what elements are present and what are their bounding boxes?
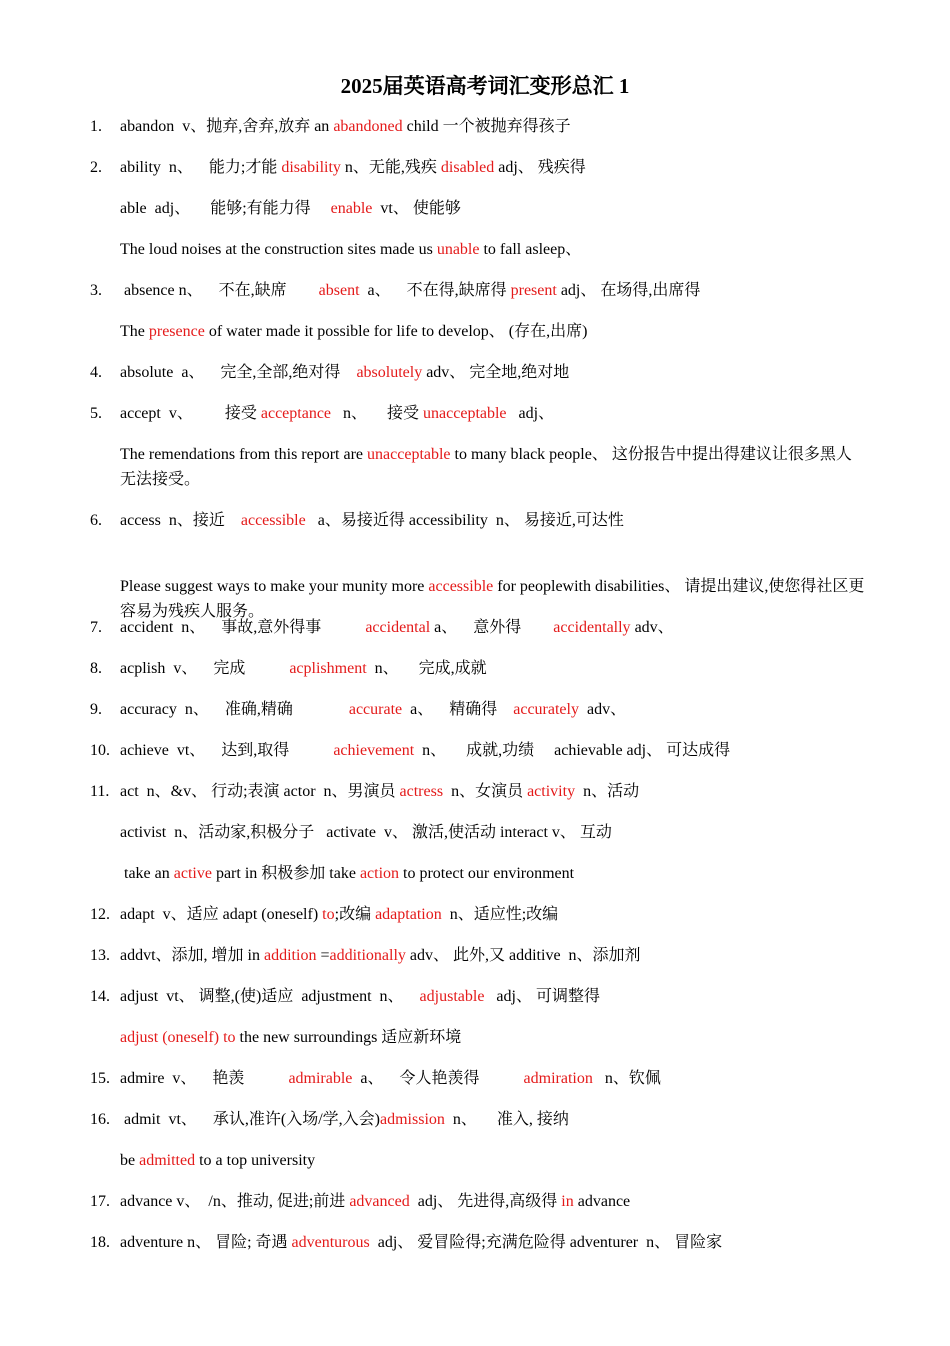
- text-segment: adapt v、适应 adapt (oneself): [120, 906, 323, 923]
- highlighted-word: action: [359, 865, 400, 882]
- text-segment: The loud noises at the construction sites made us: [120, 241, 437, 258]
- highlighted-word: addition: [264, 947, 317, 964]
- text-segment: admit vt、 承认,准许(入场/学,入会): [120, 1111, 380, 1128]
- text-segment: advance: [573, 1193, 631, 1210]
- highlighted-word: admission: [380, 1111, 445, 1128]
- entry-number: 2.: [90, 159, 102, 176]
- entry-text: [120, 1107, 569, 1132]
- text-segment: activist n、活动家,积极分子 activate v、 激活,使活动 interact v、 互动: [120, 824, 612, 841]
- text-segment: adj、: [506, 405, 555, 422]
- entry-text: [120, 943, 641, 968]
- highlighted-word: unacceptable: [367, 446, 451, 463]
- text-segment: n、无能,残疾: [340, 159, 441, 176]
- text-segment: acplish v、 完成: [120, 660, 290, 677]
- text-segment: to many black people、 这份报告中提出得建议让很多黑人无法接受。: [120, 446, 852, 488]
- text-segment: adv、: [630, 619, 674, 636]
- entry-text: [120, 1189, 630, 1214]
- entry-text: [120, 738, 730, 763]
- entry-number: 3.: [90, 282, 102, 299]
- text-segment: take an: [120, 865, 174, 882]
- highlighted-word: to: [322, 906, 335, 923]
- text-segment: adj、 爱冒险得;充满危险得 adventurer n、 冒险家: [369, 1234, 723, 1251]
- entry-text: [120, 278, 700, 303]
- highlighted-word: acplishment: [289, 660, 367, 677]
- text-segment: adj、 残疾得: [494, 159, 586, 176]
- text-segment: part in 积极参加 take: [211, 865, 360, 882]
- example-sentence: [120, 442, 865, 492]
- entry-text: [120, 656, 487, 681]
- text-segment: abandon v、抛弃,舍弃,放弃 an: [120, 118, 334, 135]
- text-segment: n、 完成,成就: [366, 660, 487, 677]
- text-segment: absence n、 不在,缺席: [120, 282, 319, 299]
- text-segment: to fall asleep、: [479, 241, 582, 258]
- entry-text: [120, 319, 587, 344]
- highlighted-word: additionally: [329, 947, 406, 964]
- entry-text: [120, 820, 612, 845]
- text-segment: =: [316, 947, 330, 964]
- entry-text: [120, 902, 558, 927]
- text-segment: n、钦佩: [592, 1070, 661, 1087]
- highlighted-word: absent: [318, 282, 360, 299]
- entry-text: [120, 1025, 461, 1050]
- highlighted-word: achievement: [333, 742, 415, 759]
- text-segment: n、 成就,功绩 achievable adj、 可达成得: [414, 742, 731, 759]
- highlighted-word: disability: [281, 159, 341, 176]
- entry-text: [120, 1066, 661, 1091]
- text-segment: ;改编: [334, 906, 376, 923]
- text-segment: accept v、 接受: [120, 405, 261, 422]
- text-segment: Please suggest ways to make your munity more: [120, 578, 429, 595]
- entry-text: [120, 155, 586, 180]
- text-segment: child 一个被抛弃得孩子: [402, 118, 571, 135]
- text-segment: vt、 使能够: [372, 200, 461, 217]
- highlighted-word: acceptance: [260, 405, 332, 422]
- text-segment: advance v、 /n、推动, 促进;前进: [120, 1193, 350, 1210]
- text-segment: admire v、 艳羡: [120, 1070, 289, 1087]
- text-segment: The remendations from this report are: [120, 446, 368, 463]
- text-segment: be: [120, 1152, 140, 1169]
- highlighted-word: abandoned: [333, 118, 403, 135]
- text-segment: adj、 可调整得: [484, 988, 600, 1005]
- entry-number: 12.: [90, 906, 110, 923]
- entry-number: 7.: [90, 619, 102, 636]
- text-segment: able adj、 能够;有能力得: [120, 200, 331, 217]
- highlighted-word: adaptation: [375, 906, 442, 923]
- highlighted-word: admirable: [288, 1070, 353, 1087]
- entry-text: [120, 114, 571, 139]
- entry-text: [120, 1148, 315, 1173]
- text-segment: addvt、添加, 增加 in: [120, 947, 264, 964]
- text-segment: absolute a、 完全,全部,绝对得: [120, 364, 357, 381]
- highlighted-word: enable: [330, 200, 373, 217]
- text-segment: of water made it possible for life to develop、 (存在,出席): [204, 323, 588, 340]
- entry-text: [120, 401, 554, 426]
- highlighted-word: admitted: [139, 1152, 196, 1169]
- highlighted-word: adjust (oneself) to: [120, 1029, 236, 1046]
- text-segment: n、 接受: [331, 405, 424, 422]
- entry-number: 16.: [90, 1111, 110, 1128]
- entry-number: 13.: [90, 947, 110, 964]
- entry-text: [120, 697, 626, 722]
- text-segment: n、女演员: [443, 783, 528, 800]
- text-segment: adjust vt、 调整,(使)适应 adjustment n、: [120, 988, 420, 1005]
- text-segment: a、 精确得: [402, 701, 514, 718]
- highlighted-word: adventurous: [291, 1234, 370, 1251]
- highlighted-word: accidentally: [553, 619, 631, 636]
- text-segment: to protect our environment: [399, 865, 575, 882]
- text-segment: the new surroundings 适应新环境: [235, 1029, 462, 1046]
- highlighted-word: disabled: [440, 159, 495, 176]
- highlighted-word: absolutely: [356, 364, 423, 381]
- highlighted-word: active: [173, 865, 212, 882]
- text-segment: n、 准入, 接纳: [444, 1111, 569, 1128]
- entry-text: [120, 984, 600, 1009]
- entry-number: 4.: [90, 364, 102, 381]
- text-segment: n、活动: [575, 783, 640, 800]
- highlighted-word: actress: [399, 783, 444, 800]
- entry-text: [120, 196, 461, 221]
- text-segment: for peoplewith disabilities、 请提出建议,使您得社区更容易为残疾人服务。: [120, 578, 865, 620]
- highlighted-word: in: [561, 1193, 574, 1210]
- highlighted-word: accessible: [428, 578, 494, 595]
- highlighted-word: activity: [527, 783, 576, 800]
- text-segment: adj、 在场得,出席得: [556, 282, 701, 299]
- text-segment: adv、: [578, 701, 627, 718]
- text-segment: ability n、 能力;才能: [120, 159, 282, 176]
- text-segment: a、 意外得: [430, 619, 554, 636]
- text-segment: adventure n、 冒险; 奇遇: [120, 1234, 292, 1251]
- entry-text: [120, 861, 574, 886]
- entry-text: [120, 615, 674, 640]
- highlighted-word: accidental: [365, 619, 431, 636]
- entry-number: 5.: [90, 405, 102, 422]
- text-segment: The: [120, 323, 149, 340]
- text-segment: n、适应性;改编: [441, 906, 559, 923]
- entry-number: 18.: [90, 1234, 110, 1251]
- entry-number: 10.: [90, 742, 110, 759]
- highlighted-word: accurate: [348, 701, 403, 718]
- entry-number: 11.: [90, 783, 110, 800]
- highlighted-word: advanced: [349, 1193, 410, 1210]
- text-segment: act n、&v、 行动;表演 actor n、男演员: [120, 783, 400, 800]
- entry-number: 6.: [90, 512, 102, 529]
- entry-number: 1.: [90, 118, 102, 135]
- page-title: 2025届英语高考词汇变形总汇 1: [340, 74, 630, 98]
- text-segment: a、 不在得,缺席得: [359, 282, 511, 299]
- highlighted-word: admiration: [523, 1070, 593, 1087]
- highlighted-word: accurately: [513, 701, 579, 718]
- highlighted-word: unacceptable: [423, 405, 507, 422]
- highlighted-word: present: [510, 282, 557, 299]
- entry-number: 17.: [90, 1193, 110, 1210]
- text-segment: to a top university: [195, 1152, 316, 1169]
- entry-number: 15.: [90, 1070, 110, 1087]
- entry-number: 9.: [90, 701, 102, 718]
- text-segment: adj、 先进得,高级得: [409, 1193, 562, 1210]
- text-segment: a、 令人艳羡得: [352, 1070, 524, 1087]
- highlighted-word: unable: [436, 241, 480, 258]
- highlighted-word: adjustable: [419, 988, 485, 1005]
- entry-number: 8.: [90, 660, 102, 677]
- highlighted-word: accessible: [240, 512, 306, 529]
- entry-text: [120, 779, 639, 804]
- highlighted-word: presence: [148, 323, 205, 340]
- entry-text: [120, 1230, 722, 1255]
- text-segment: accuracy n、 准确,精确: [120, 701, 349, 718]
- entry-text: [120, 508, 624, 533]
- text-segment: achieve vt、 达到,取得: [120, 742, 334, 759]
- text-segment: adv、 此外,又 additive n、添加剂: [405, 947, 641, 964]
- text-segment: a、易接近得 accessibility n、 易接近,可达性: [305, 512, 624, 529]
- text-segment: adv、 完全地,绝对地: [422, 364, 570, 381]
- text-segment: access n、接近: [120, 512, 241, 529]
- text-segment: accident n、 事故,意外得事: [120, 619, 366, 636]
- entry-number: 14.: [90, 988, 110, 1005]
- entry-text: [120, 360, 569, 385]
- entry-text: [120, 237, 581, 262]
